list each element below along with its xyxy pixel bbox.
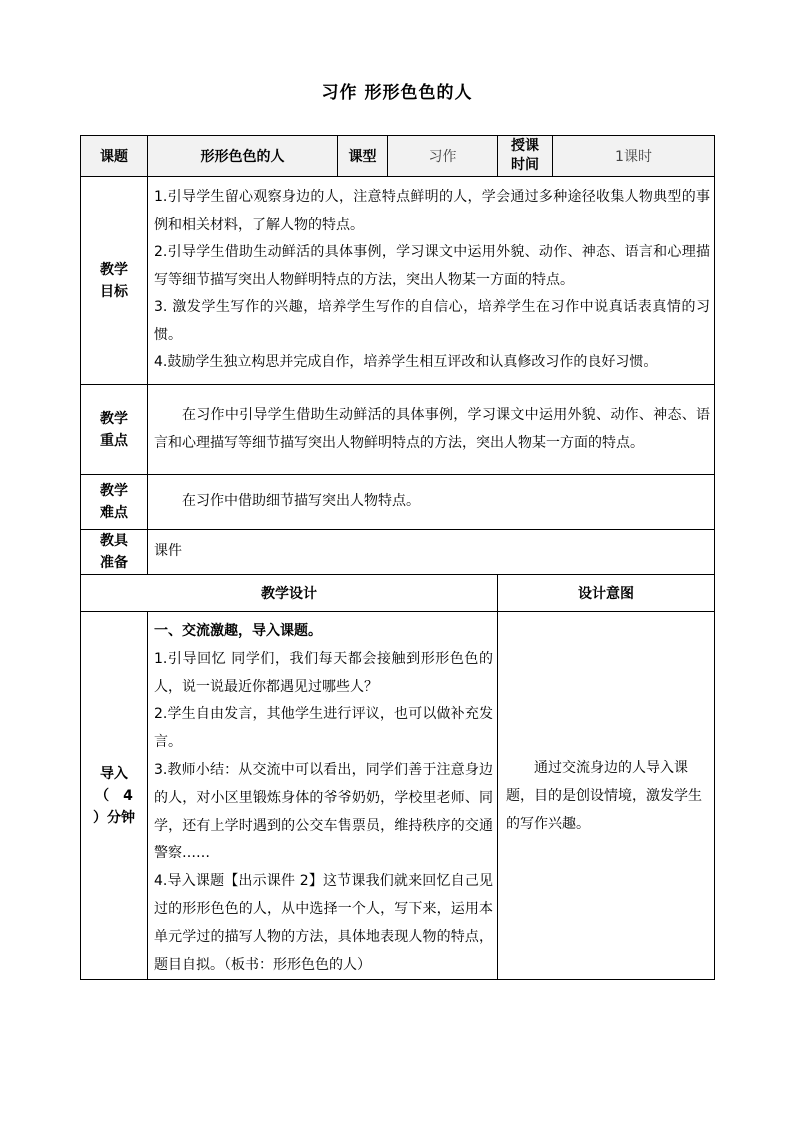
lesson-plan-table xyxy=(80,135,715,980)
goal-item: 2.引导学生借助生动鲜活的具体事例，学习课文中运用外貌、动作、神态、语言和心理描写等细节描写突出人物鲜明特点的方法，突出人物某一方面的特点。 xyxy=(154,244,710,288)
time-label: 授课 时间 xyxy=(498,136,553,177)
key-points-text: 在习作中引导学生借助生动鲜活的具体事例，学习课文中运用外貌、动作、神态、语言和心理描写等细节描写突出人物鲜明特点的方法，突出人物某一方面的特点。 xyxy=(148,385,715,475)
intro-step: 4.导入课题【出示课件 2】这节课我们就来回忆自己见过的形形色色的人，从中选择一个人，写下来，运用本单元学过的描写人物的方法，具体地表现人物的特点，题目自拟。（板书：形形色色的人） xyxy=(154,873,493,973)
intro-heading: 一、交流激趣，导入课题。 xyxy=(154,623,322,639)
goal-item: 3. 激发学生写作的兴趣，培养学生写作的自信心，培养学生在习作中说真话表真情的习惯。 xyxy=(154,299,710,343)
key-points-row xyxy=(81,385,715,475)
header-row xyxy=(81,136,715,177)
intro-step: 2.学生自由发言，其他学生进行评议，也可以做补充发言。 xyxy=(154,706,493,751)
design-header-row xyxy=(81,575,715,612)
goal-item: 1.引导学生留心观察身边的人，注意特点鲜明的人，学会通过多种途径收集人物典型的事例和相关材料，了解人物的特点。 xyxy=(154,189,710,233)
materials-text: 课件 xyxy=(148,530,715,575)
key-points-label: 教学 重点 xyxy=(81,385,148,475)
materials-row xyxy=(81,530,715,575)
difficulty-text: 在习作中借助细节描写突出人物特点。 xyxy=(148,475,715,530)
materials-label: 教具 准备 xyxy=(81,530,148,575)
difficulty-row xyxy=(81,475,715,530)
goals-label: 教学 目标 xyxy=(81,177,148,385)
intro-step: 3.教师小结：从交流中可以看出，同学们善于注意身边的人，对小区里锻炼身体的爷爷奶奶，学校里老师、同学，还有上学时遇到的公交车售票员，维持秩序的交通警察…… xyxy=(154,761,493,862)
goals-row xyxy=(81,177,715,385)
goals-content xyxy=(148,177,715,385)
goal-item: 4.鼓励学生独立构思并完成自作，培养学生相互评改和认真修改习作的良好习惯。 xyxy=(154,354,658,371)
intent-header: 设计意图 xyxy=(498,575,715,612)
design-header: 教学设计 xyxy=(81,575,498,612)
lesson-value: 形形色色的人 xyxy=(148,136,338,177)
intro-step: 1.引导回忆 同学们，我们每天都会接触到形形色色的人，说一说最近你都遇见过哪些人？ xyxy=(154,650,493,695)
intro-label: 导入 （ 4 ）分钟 xyxy=(81,612,148,980)
intro-row xyxy=(81,612,715,980)
intro-content xyxy=(148,612,498,980)
page-title: 习作 形形色色的人 xyxy=(321,83,473,103)
time-value: 1课时 xyxy=(553,136,715,177)
type-label: 课型 xyxy=(338,136,388,177)
type-value: 习作 xyxy=(388,136,498,177)
intro-intent: 通过交流身边的人导入课题，目的是创设情境，激发学生的写作兴趣。 xyxy=(498,612,715,980)
difficulty-label: 教学 难点 xyxy=(81,475,148,530)
lesson-label: 课题 xyxy=(81,136,148,177)
